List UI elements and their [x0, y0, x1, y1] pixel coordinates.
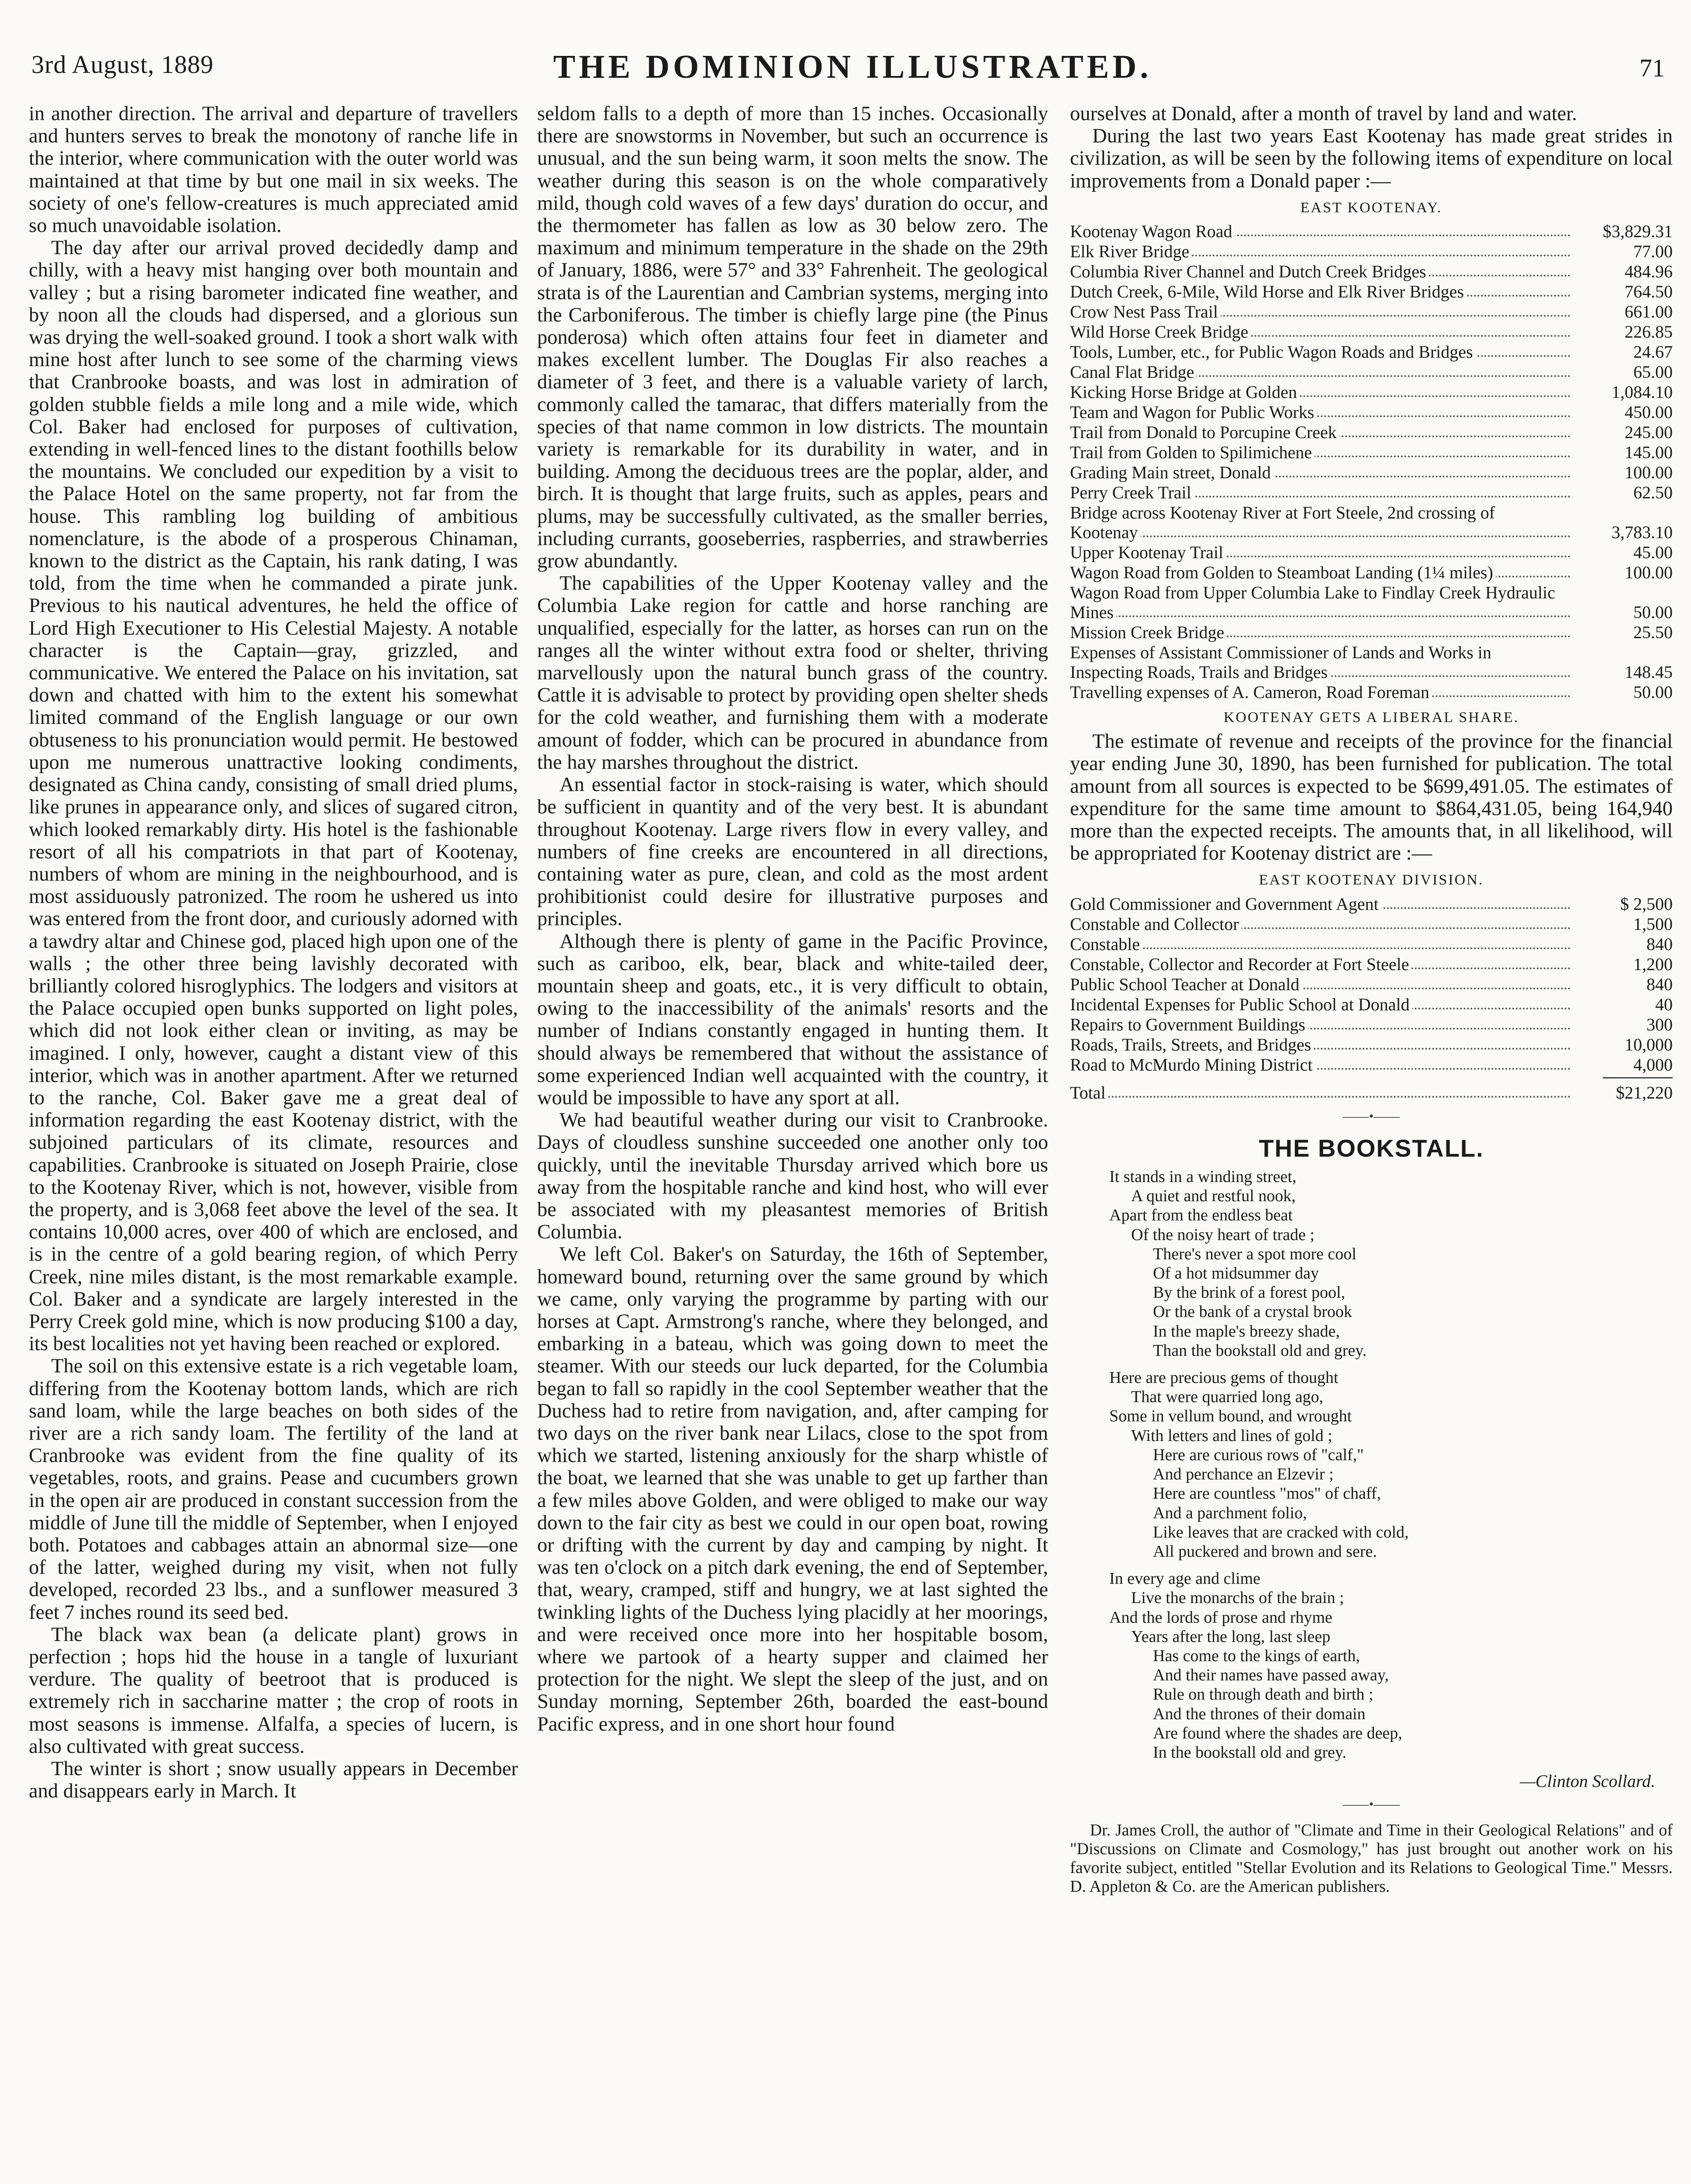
ledger-row	[1070, 1015, 1673, 1034]
ledger-amount: 226.85	[1625, 322, 1673, 342]
ledger-amount: 77.00	[1633, 242, 1673, 262]
total-row	[1070, 1083, 1673, 1102]
ledger-row	[1070, 302, 1673, 321]
ledger-row	[1070, 402, 1673, 422]
ledger-row	[1070, 282, 1673, 301]
ledger-label: Kicking Horse Bridge at Golden	[1070, 382, 1300, 402]
paragraph: The day after our arrival proved decidedly damp and chilly, with a heavy mist hanging over both mountain and valley ; but a rising barometer indicated fine weather, and by noon all the clouds had dispersed, and a glorious sun was drying the well-soaked ground. I took a short walk with mine host after lunch to see some of the charming views that Cranbrooke boasts, and was lost in admiration of golden stubble fields a mile long and a mile wide, which Col. Baker had enclosed for purposes of cultivation, extending in well-fenced lines to the distant foothills below the mountains. We concluded our expedition by a visit to the Palace Hotel on the same property, not far from the house. This rambling log building of ambitious nomenclature, is the abode of a prosperous Chinaman, known to the district as the Captain, his rank dating, I was told, from the time when he commanded a pirate junk. Previous to his nautical adventures, he held the office of Lord High Executioner to His Celestial Majesty. A notable character is the Captain—gray, grizzled, and communicative. We entered the Palace on his invitation, sat down and chatted with him to the extent his somewhat limited command of the English language or our own obtuseness to his pronunciation would permit. He bestowed upon me numerous unattractive looking condiments, designated as China candy, consisting of small dried plums, like prunes in appearance only, and slices of sugared citron, which looked remarkably dirty. His hotel is the fashionable resort of all his compatriots in that part of Kootenay, numbers of whom are mining in the neighbourhood, and is most assiduously patronized. The room he ushered us into was entered from the front door, and curiously adorned with a tawdry altar and Chinese god, placed high upon one of the walls ; the other three being lavishly decorated with brilliantly colored hisroglyphics. The lodgers and visitors at the Palace occupied open bunks supported on light poles, which did not look either clean or inviting, as may be imagined. I only, however, caught a distant view of this interior, which was in another apartment. After we returned to the ranche, Col. Baker gave me a great deal of information regarding the east Kootenay district, with the subjoined particulars of its climate, resources and capabilities. Cranbrooke is situated on Joseph Prairie, close to the Kootenay River, which is not, however, visible from the property, and is 3,068 feet above the level of the sea. It contains 10,000 acres, over 400 of which are enclosed, and is in the centre of a gold bearing region, of which Perry Creek, nine miles distant, is the most remarkable example. Col. Baker and a syndicate are largely interested in the Perry Creek gold mine, which is now producing $100 a day, its best localities not yet having been reached or explored.	[29, 237, 518, 1355]
ledger-amount: 145.00	[1625, 442, 1673, 463]
ledger-amount: 764.50	[1625, 282, 1673, 302]
total-amount: $21,220	[1616, 1082, 1673, 1102]
article-column-3	[1070, 103, 1673, 1896]
ledger-row	[1070, 914, 1673, 934]
ledger-row	[1070, 221, 1673, 241]
ledger-label: Columbia River Channel and Dutch Creek Bridges	[1070, 262, 1429, 281]
page-header	[31, 40, 1674, 93]
poem-line: Apart from the endless beat	[1109, 1206, 1293, 1225]
ornament-divider: ——•——	[1342, 1797, 1400, 1812]
ledger-label: Tools, Lumber, etc., for Public Wagon Roads and Bridges	[1070, 342, 1476, 362]
ledger-amount: 840	[1646, 934, 1673, 954]
ledger-row	[1070, 362, 1673, 382]
paragraph: in another direction. The arrival and departure of travellers and hunters serves to break the monotony of ranche life in the interior, where communication with the outer world was maintained at that time by but one mail in six weeks. The society of one's fellow-creatures is much appreciated amid so much unavoidable isolation.	[29, 103, 518, 237]
poem-line: That were quarried long ago,	[1131, 1388, 1323, 1406]
ledger-label: Trail from Donald to Porcupine Creek	[1070, 422, 1339, 442]
appropriations-ledger	[1070, 894, 1673, 1075]
ledger-row	[1070, 1035, 1673, 1054]
paragraph: The black wax bean (a delicate plant) grows in perfection ; hops hid the house in a tangle of luxuriant verdure. The quality of beetroot that is produced is extremely rich in saccharine matter ; the crop of roots in most seasons is immense. Alfalfa, a species of lucern, is also cultivated with great success.	[29, 1623, 518, 1758]
paragraph: The soil on this extensive estate is a rich vegetable loam, differing from the Kootenay bottom lands, which are rich sand loam, while the large beaches on both sides of the river are a rich sandy loam. The fertility of the land at Cranbrooke was evident from the fine quality of its vegetables, roots, and grains. Pease and cucumbers grown in the open air are produced in constant succession from the middle of June till the middle of September, when I enjoyed both. Potatoes and cabbages attain an abnormal size—one of the latter, weighed during my visit, when not fully developed, recorded 23 lbs., and a sunflower measured 3 feet 7 inches round its seed bed.	[29, 1355, 518, 1624]
poem-line: It stands in a winding street,	[1109, 1168, 1297, 1186]
page-number: 71	[1639, 54, 1665, 82]
poem-line: Years after the long, last sleep	[1131, 1627, 1331, 1646]
ledger-amount: 25.50	[1633, 622, 1673, 643]
paragraph: seldom falls to a depth of more than 15 inches. Occasionally there are snowstorms in November, but such an occurrence is unusual, and the sun being warm, it soon melts the snow. The weather during this season is on the whole comparatively mild, though cold waves of a few days' duration do occur, and the thermometer has fallen as low as 30 below zero. The maximum and minimum temperature in the shade on the 29th of January, 1886, were 57° and 33° Fahrenheit. The geological strata is of the Laurentian and Cambrian systems, merging into the Carboniferous. The timber is chiefly large pine (the Pinus ponderosa) which often attains four feet in diameter and makes excellent lumber. The Douglas Fir also reaches a diameter of 3 feet, and there is a valuable variety of larch, commonly called the tamarac, that differs materially from the species of that name common in low districts. The mountain variety is remarkable for its durability in water, and in building. Among the deciduous trees are the poplar, alder, and birch. It is thought that large fruits, such as apples, pears and plums, may be successfully cultivated, as the smaller berries, including currants, gooseberries, raspberries, and strawberries grow abundantly.	[537, 103, 1048, 573]
ledger-amount: 10,000	[1625, 1034, 1673, 1054]
poem-line: A quiet and restful nook,	[1131, 1187, 1296, 1206]
ledger-label: Road to McMurdo Mining District	[1070, 1055, 1315, 1075]
ledger-row	[1070, 583, 1673, 622]
ledger-row	[1070, 954, 1673, 974]
masthead-title: THE DOMINION ILLUSTRATED.	[553, 48, 1152, 85]
poem-line: And a parchment folio,	[1153, 1503, 1307, 1522]
poem-line: Some in vellum bound, and wrought	[1109, 1407, 1352, 1426]
ledger-row	[1070, 262, 1673, 281]
paragraph: We left Col. Baker's on Saturday, the 16th of September, homeward bound, returning over the same ground by which we came, only varying the programme by parting with our horses at Capt. Armstrong's ranche, where they belonged, and embarking in a bateau, which was going down to meet the steamer. With our steeds our luck departed, for the Columbia began to fall so rapidly in the cool September weather that the Duchess had to retire from navigation, and, after camping for two days on the river bank near Lilacs, close to the spot from which we started, listening anxiously for the sharp whistle of the boat, we learned that she was unable to get up farther than a few miles above Golden, and were obliged to make our way down to the fair city as best we could in our open boat, rowing or drifting with the current by day and camping by night. It was ten o'clock on a pitch dark evening, the end of September, that, weary, cramped, stiff and hungry, we at last sighted the twinkling lights of the Duchess lying placidly at her moorings, and were received once more into her hospitable bosom, where we partook of a hearty supper and claimed her protection for the night. We slept the sleep of the just, and on Sunday morning, September 26th, boarded the east-bound Pacific express, and in one short hour found	[537, 1243, 1048, 1735]
ledger-amount: 50.00	[1633, 602, 1673, 622]
poem-line: Here are precious gems of thought	[1109, 1368, 1339, 1387]
ledger-amount: 245.00	[1625, 422, 1673, 442]
poem-line: Are found where the shades are deep,	[1153, 1724, 1402, 1742]
paragraph: Although there is plenty of game in the Pacific Province, such as cariboo, elk, bear, black and white-tailed deer, mountain sheep and goats, etc., it is very difficult to obtain, owing to the inaccessibility of the animals' resorts and the number of Indians constantly engaged in hunting them. It should always be remembered that without the assistance of some experienced Indian well acquainted with the country, it would be impossible to have any sport at all.	[537, 930, 1048, 1109]
ledger-label: Constable	[1070, 934, 1142, 954]
ledger-amount: 1,084.10	[1612, 382, 1673, 402]
expenditures-ledger	[1070, 221, 1673, 702]
ledger-label: Travelling expenses of A. Cameron, Road Foreman	[1070, 682, 1432, 702]
paragraph: An essential factor in stock-raising is water, which should be sufficient in quantity and of the very best. It is abundant throughout Kootenay. Large rivers flow in every valley, and numbers of fine creeks are encountered in all directions, containing water as pure, clean, and cold as the most ardent prohibitionist could desire for illustrative purposes and principles.	[537, 774, 1048, 930]
ledger-label: Constable and Collector	[1070, 914, 1242, 934]
ledger-row	[1070, 382, 1673, 402]
total-label: Total	[1070, 1083, 1108, 1102]
poem-line: All puckered and brown and sere.	[1153, 1542, 1377, 1561]
ledger-row	[1070, 322, 1673, 342]
article-column-2	[537, 103, 1048, 1735]
ledger-row	[1070, 894, 1673, 914]
poem-stanza	[1070, 1368, 1673, 1561]
ledger-label: Repairs to Government Buildings	[1070, 1015, 1308, 1034]
poem-line: There's never a spot more cool	[1153, 1244, 1356, 1263]
ornament-divider: ——•——	[1342, 1109, 1400, 1123]
ledger-amount: 45.00	[1633, 543, 1673, 563]
east-kootenay-heading: EAST KOOTENAY.	[1300, 199, 1443, 216]
ledger-row	[1070, 622, 1673, 642]
paragraph: During the last two years East Kootenay has made great strides in civilization, as will be seen by the following items of expenditure on local improvements from a Donald paper :—	[1070, 125, 1673, 192]
poem-stanza	[1070, 1167, 1673, 1360]
poem-line: In the maple's breezy shade,	[1153, 1322, 1340, 1341]
ledger-amount: 24.67	[1633, 342, 1673, 362]
ledger-amount: 62.50	[1633, 483, 1673, 503]
ledger-label: Elk River Bridge	[1070, 242, 1192, 261]
issue-date: 3rd August, 1889	[31, 50, 214, 79]
ledger-row	[1070, 422, 1673, 442]
paragraph: The capabilities of the Upper Kootenay valley and the Columbia Lake region for cattle and horse ranching are unqualified, especially for the latter, as horses can run on the ranges all the winter without extra food or shelter, thriving marvellously upon the natural bunch grass of the country. Cattle it is advisable to protect by providing open shelter sheds for the cold weather, and furnishing them with a moderate amount of fodder, which can be procured in abundance from the hay marshes throughout the district.	[537, 572, 1049, 774]
ledger-amount: 4,000	[1633, 1054, 1673, 1075]
total-row-wrap	[1070, 1083, 1673, 1102]
ledger-amount: 300	[1646, 1014, 1673, 1034]
paragraph: We had beautiful weather during our visit to Cranbrooke. Days of cloudless sunshine succeeded one another only too quickly, until the inevitable Thursday arrived which bore us away from the hospitable ranche and kind host, who will ever be associated with my pleasantest memories of British Columbia.	[537, 1109, 1048, 1244]
ledger-label: Wagon Road from Upper Columbia Lake to Findlay Creek Hydraulic Mines	[1070, 583, 1555, 622]
poem-line: Live the monarchs of the brain ;	[1131, 1589, 1344, 1607]
ledger-amount: 65.00	[1633, 362, 1673, 382]
ledger-label: Trail from Golden to Spilimichene	[1070, 442, 1315, 462]
ledger-row	[1070, 995, 1673, 1014]
ledger-amount: $3,829.31	[1603, 221, 1673, 242]
poem-line: Here are curious rows of "calf,"	[1153, 1445, 1364, 1464]
poem-line: With letters and lines of gold ;	[1131, 1426, 1332, 1445]
sum-rule	[1603, 1077, 1673, 1078]
ledger-amount: 1,200	[1633, 954, 1673, 974]
ledger-label: Kootenay Wagon Road	[1070, 221, 1235, 241]
ledger-label: Incidental Expenses for Public School at Donald	[1070, 995, 1412, 1014]
ledger-amount: 100.00	[1625, 563, 1673, 583]
paragraph: The winter is short ; snow usually appears in December and disappears early in March. It	[29, 1758, 518, 1803]
poem-line: Or the bank of a crystal brook	[1153, 1303, 1352, 1321]
ledger-label: Grading Main street, Donald	[1070, 463, 1273, 482]
ledger-label: Mission Creek Bridge	[1070, 622, 1227, 642]
ledger-row	[1070, 342, 1673, 362]
ledger-row	[1070, 503, 1673, 542]
ledger-amount: 40	[1655, 994, 1673, 1014]
ledger-amount: 1,500	[1633, 914, 1673, 934]
paragraph: ourselves at Donald, after a month of travel by land and water.	[1070, 103, 1577, 125]
poem-line: Rule on through death and birth ;	[1153, 1685, 1374, 1704]
ledger-amount: 50.00	[1633, 682, 1673, 702]
ledger-row	[1070, 1055, 1673, 1075]
ledger-row	[1070, 442, 1673, 462]
ledger-label: Wild Horse Creek Bridge	[1070, 322, 1251, 342]
poem-stanza	[1070, 1569, 1673, 1762]
ledger-row	[1070, 543, 1673, 562]
poem-line: Of the noisy heart of trade ;	[1131, 1225, 1315, 1244]
ledger-label: Roads, Trails, Streets, and Bridges	[1070, 1035, 1314, 1054]
poem-line: And the lords of prose and rhyme	[1109, 1608, 1332, 1627]
poem-line: In every age and clime	[1109, 1569, 1261, 1588]
ledger-label: Crow Nest Pass Trail	[1070, 302, 1221, 321]
paragraph: The estimate of revenue and receipts of the province for the financial year ending June 30, 1890, has been furnished for publication. The total amount from all sources is expected to be $699,491.05. The estimates of expenditure for the same time amount to $864,431.05, being 164,940 more than the expected receipts. The amounts that, in all likelihood, will be appropriated for Kootenay district are :—	[1070, 730, 1673, 865]
ledger-amount: 661.00	[1625, 302, 1673, 322]
ledger-amount: 148.45	[1625, 662, 1673, 682]
poem-line: And perchance an Elzevir ;	[1153, 1465, 1334, 1484]
poem-line: And the thrones of their domain	[1153, 1704, 1366, 1723]
ledger-label: Dutch Creek, 6-Mile, Wild Horse and Elk River Bridges	[1070, 282, 1467, 301]
ledger-row	[1070, 483, 1673, 502]
ledger-label: Perry Creek Trail	[1070, 483, 1194, 502]
poem	[1070, 1167, 1673, 1762]
ledger-label: Upper Kootenay Trail	[1070, 543, 1226, 562]
ledger-amount: 484.96	[1625, 262, 1673, 282]
ledger-row	[1070, 463, 1673, 482]
article-column-1	[29, 103, 518, 1802]
ledger-amount: 3,783.10	[1612, 522, 1673, 543]
ledger-label: Constable, Collector and Recorder at Fort Steele	[1070, 954, 1411, 974]
ledger-row	[1070, 682, 1673, 702]
ledger-label: Team and Wagon for Public Works	[1070, 402, 1317, 422]
bookstall-title: THE BOOKSTALL.	[1259, 1134, 1484, 1162]
division-heading: EAST KOOTENAY DIVISION.	[1259, 872, 1484, 888]
ledger-label: Expenses of Assistant Commissioner of Lands and Works in Inspecting Roads, Trails and Bridges	[1070, 643, 1491, 682]
poem-line: Of a hot midsummer day	[1153, 1264, 1319, 1283]
poem-line: Than the bookstall old and grey.	[1153, 1341, 1367, 1360]
ledger-row	[1070, 643, 1673, 682]
ledger-label: Gold Commissioner and Government Agent	[1070, 894, 1381, 914]
ledger-row	[1070, 975, 1673, 994]
ledger-amount: 450.00	[1625, 402, 1673, 422]
ledger-amount: 840	[1646, 974, 1673, 994]
ledger-amount: 100.00	[1625, 463, 1673, 483]
ledger-label: Canal Flat Bridge	[1070, 362, 1197, 382]
ledger-label: Wagon Road from Golden to Steamboat Landing (1¼ miles)	[1070, 563, 1496, 582]
ledger-label: Public School Teacher at Donald	[1070, 975, 1302, 994]
poem-line: And their names have passed away,	[1153, 1666, 1389, 1685]
poem-line: Has come to the kings of earth,	[1153, 1646, 1360, 1665]
poem-line: By the brink of a forest pool,	[1153, 1283, 1346, 1302]
ledger-row	[1070, 563, 1673, 582]
poem-line: In the bookstall old and grey.	[1153, 1743, 1346, 1762]
poem-line: Here are countless "mos" of chaff,	[1153, 1484, 1381, 1503]
ledger-amount: $ 2,500	[1620, 894, 1673, 914]
ledger-row	[1070, 242, 1673, 261]
ledger-label: Bridge across Kootenay River at Fort Steele, 2nd crossing of Kootenay	[1070, 503, 1495, 543]
closing-note: Dr. James Croll, the author of "Climate and Time in their Geological Relations" and of "Discussions on Climate and Cosmology," has just brought out another work on his favorite subject, entitled "Stellar Evolution and its Relations to Geological Time." Messrs. D. Appleton & Co. are the American publishers.	[1070, 1821, 1673, 1896]
ledger-row	[1070, 934, 1673, 954]
poem-line: Like leaves that are cracked with cold,	[1153, 1523, 1409, 1541]
liberal-share-heading: KOOTENAY GETS A LIBERAL SHARE.	[1223, 709, 1519, 726]
poem-author: —Clinton Scollard.	[1520, 1771, 1655, 1791]
